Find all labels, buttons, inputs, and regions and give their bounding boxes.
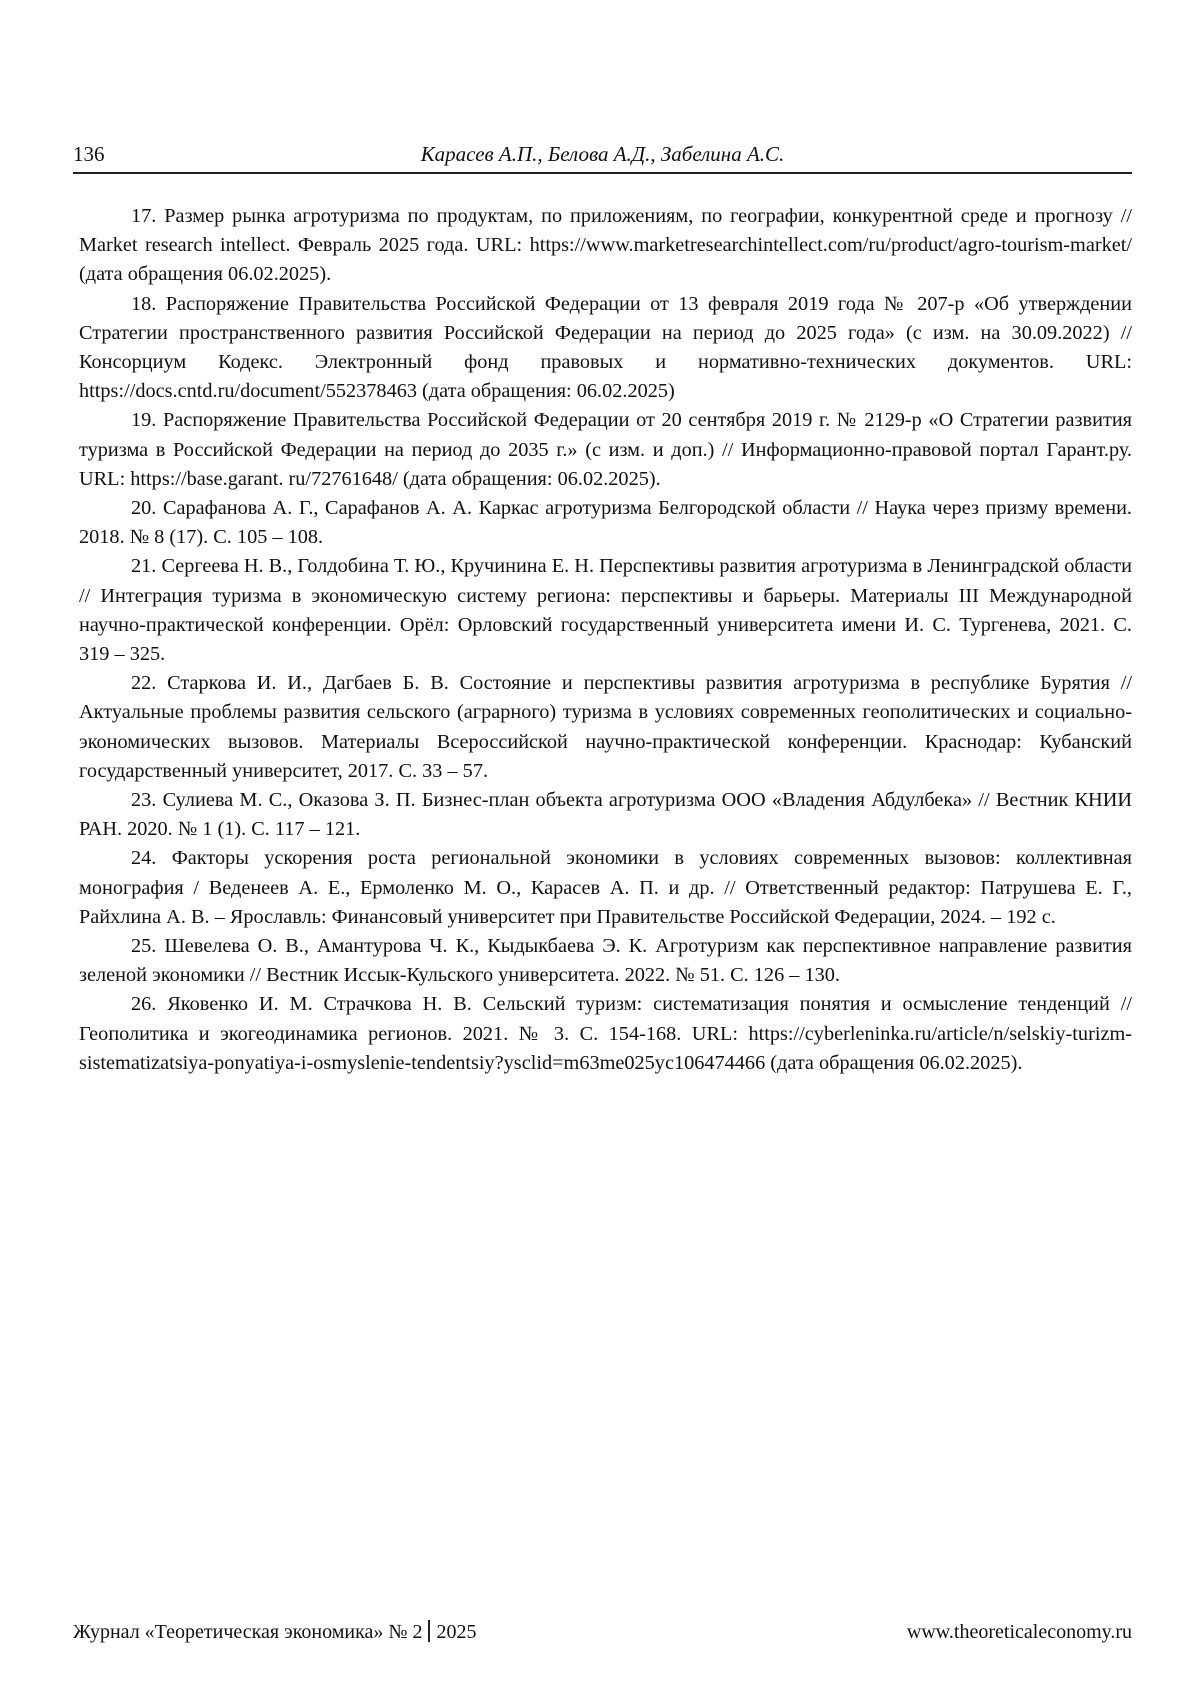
page-number: 136: [73, 142, 105, 166]
running-title: Карасев А.П., Белова А.Д., Забелина А.С.: [73, 142, 1132, 166]
reference-number: 22.: [131, 672, 156, 694]
reference-item: [79, 202, 1132, 290]
reference-list: [79, 202, 1132, 1078]
reference-item: [79, 552, 1132, 669]
reference-text: Распоряжение Правительства Российской Федерации от 20 сентября 2019 г. № 2129-р «О Стратегии развития туризма в Российской Федерации на период до 2035 г.» (с изм. и доп.) // Информационно-правовой портал Гарант.ру. URL: https://base.garant. ru/72761648/ (дата обращения: 06.02.2025).: [79, 409, 1132, 489]
reference-item: [79, 494, 1132, 552]
reference-number: 25.: [131, 935, 156, 957]
reference-number: 18.: [131, 293, 156, 315]
reference-number: 20.: [131, 497, 156, 519]
reference-text: Сулиева М. С., Оказова З. П. Бизнес-план объекта агротуризма ООО «Владения Абдулбека» // Вестник КНИИ РАН. 2020. № 1 (1). С. 117 – 121.: [79, 789, 1132, 840]
reference-item: [79, 990, 1132, 1078]
reference-item: [79, 932, 1132, 990]
reference-text: Шевелева О. В., Амантурова Ч. К., Кыдыкбаева Э. К. Агротуризм как перспективное направление развития зеленой экономики // Вестник Иссык-Кульского университета. 2022. № 51. С. 126 – 130.: [79, 935, 1132, 986]
reference-text: Размер рынка агротуризма по продуктам, по приложениям, по географии, конкурентной среде и прогнозу // Market research intellect. Февраль 2025 года. URL: https://www.marketresearchintellect.com/ru/product/agro-tourism-market/ (дата обращения 06.02.2025).: [79, 205, 1132, 285]
reference-number: 26.: [131, 993, 156, 1015]
page-header: [73, 142, 1132, 174]
reference-item: [79, 669, 1132, 786]
reference-item: [79, 844, 1132, 932]
footer-separator: [428, 1620, 430, 1642]
reference-text: Сарафанова А. Г., Сарафанов А. А. Каркас агротуризма Белгородской области // Наука через призму времени. 2018. № 8 (17). С. 105 – 108.: [79, 497, 1132, 548]
reference-text: Факторы ускорения роста региональной экономики в условиях современных вызовов: коллективная монография / Веденеев А. Е., Ермоленко М. О., Карасев А. П. и др. // Ответственный редактор: Патрушева Е. Г., Райхлина А. В. – Ярославль: Финансовый университет при Правительстве Российской Федерации, 2024. – 192 с.: [79, 847, 1132, 927]
reference-number: 21.: [131, 555, 156, 577]
reference-number: 19.: [131, 409, 156, 431]
reference-item: [79, 406, 1132, 494]
reference-item: [79, 290, 1132, 407]
reference-number: 17.: [131, 205, 156, 227]
reference-text: Яковенко И. М. Страчкова Н. В. Сельский туризм: систематизация понятия и осмысление тенденций // Геополитика и экогеодинамика регионов. 2021. № 3. С. 154-168. URL: https://cyberleninka.ru/article/n/selskiy-turizm-sistematizatsiya-ponyatiya-i-osmyslenie-tendentsiy?ysclid=m63me025yc106474466 (дата обращения 06.02.2025).: [79, 993, 1132, 1073]
reference-text: Старкова И. И., Дагбаев Б. В. Состояние и перспективы развития агротуризма в республике Бурятия // Актуальные проблемы развития сельского (аграрного) туризма в условиях современных геополитических и социально-экономических вызовов. Материалы Всероссийской научно-практической конференции. Краснодар: Кубанский государственный университет, 2017. С. 33 – 57.: [79, 672, 1132, 782]
reference-item: [79, 786, 1132, 844]
reference-number: 24.: [131, 847, 156, 869]
reference-text: Распоряжение Правительства Российской Федерации от 13 февраля 2019 года № 207-р «Об утверждении Стратегии пространственного развития Российской Федерации на период до 2025 года» (с изм. на 30.09.2022) // Консорциум Кодекс. Электронный фонд правовых и нормативно-технических документов. URL: https://docs.cntd.ru/document/552378463 (дата обращения: 06.02.2025): [79, 293, 1132, 403]
journal-year: 2025: [436, 1621, 476, 1643]
journal-website: www.theoreticaleconomy.ru: [907, 1620, 1132, 1644]
reference-text: Сергеева Н. В., Голдобина Т. Ю., Кручинина Е. Н. Перспективы развития агротуризма в Ленинградской области // Интеграция туризма в экономическую систему региона: перспективы и барьеры. Материалы III Международной научно-практической конференции. Орёл: Орловский государственный университета имени И. С. Тургенева, 2021. С. 319 – 325.: [79, 555, 1132, 665]
page-footer: [73, 1620, 1132, 1650]
journal-citation: [73, 1620, 476, 1644]
journal-name: Журнал «Теоретическая экономика» № 2: [73, 1621, 422, 1643]
reference-number: 23.: [131, 789, 156, 811]
